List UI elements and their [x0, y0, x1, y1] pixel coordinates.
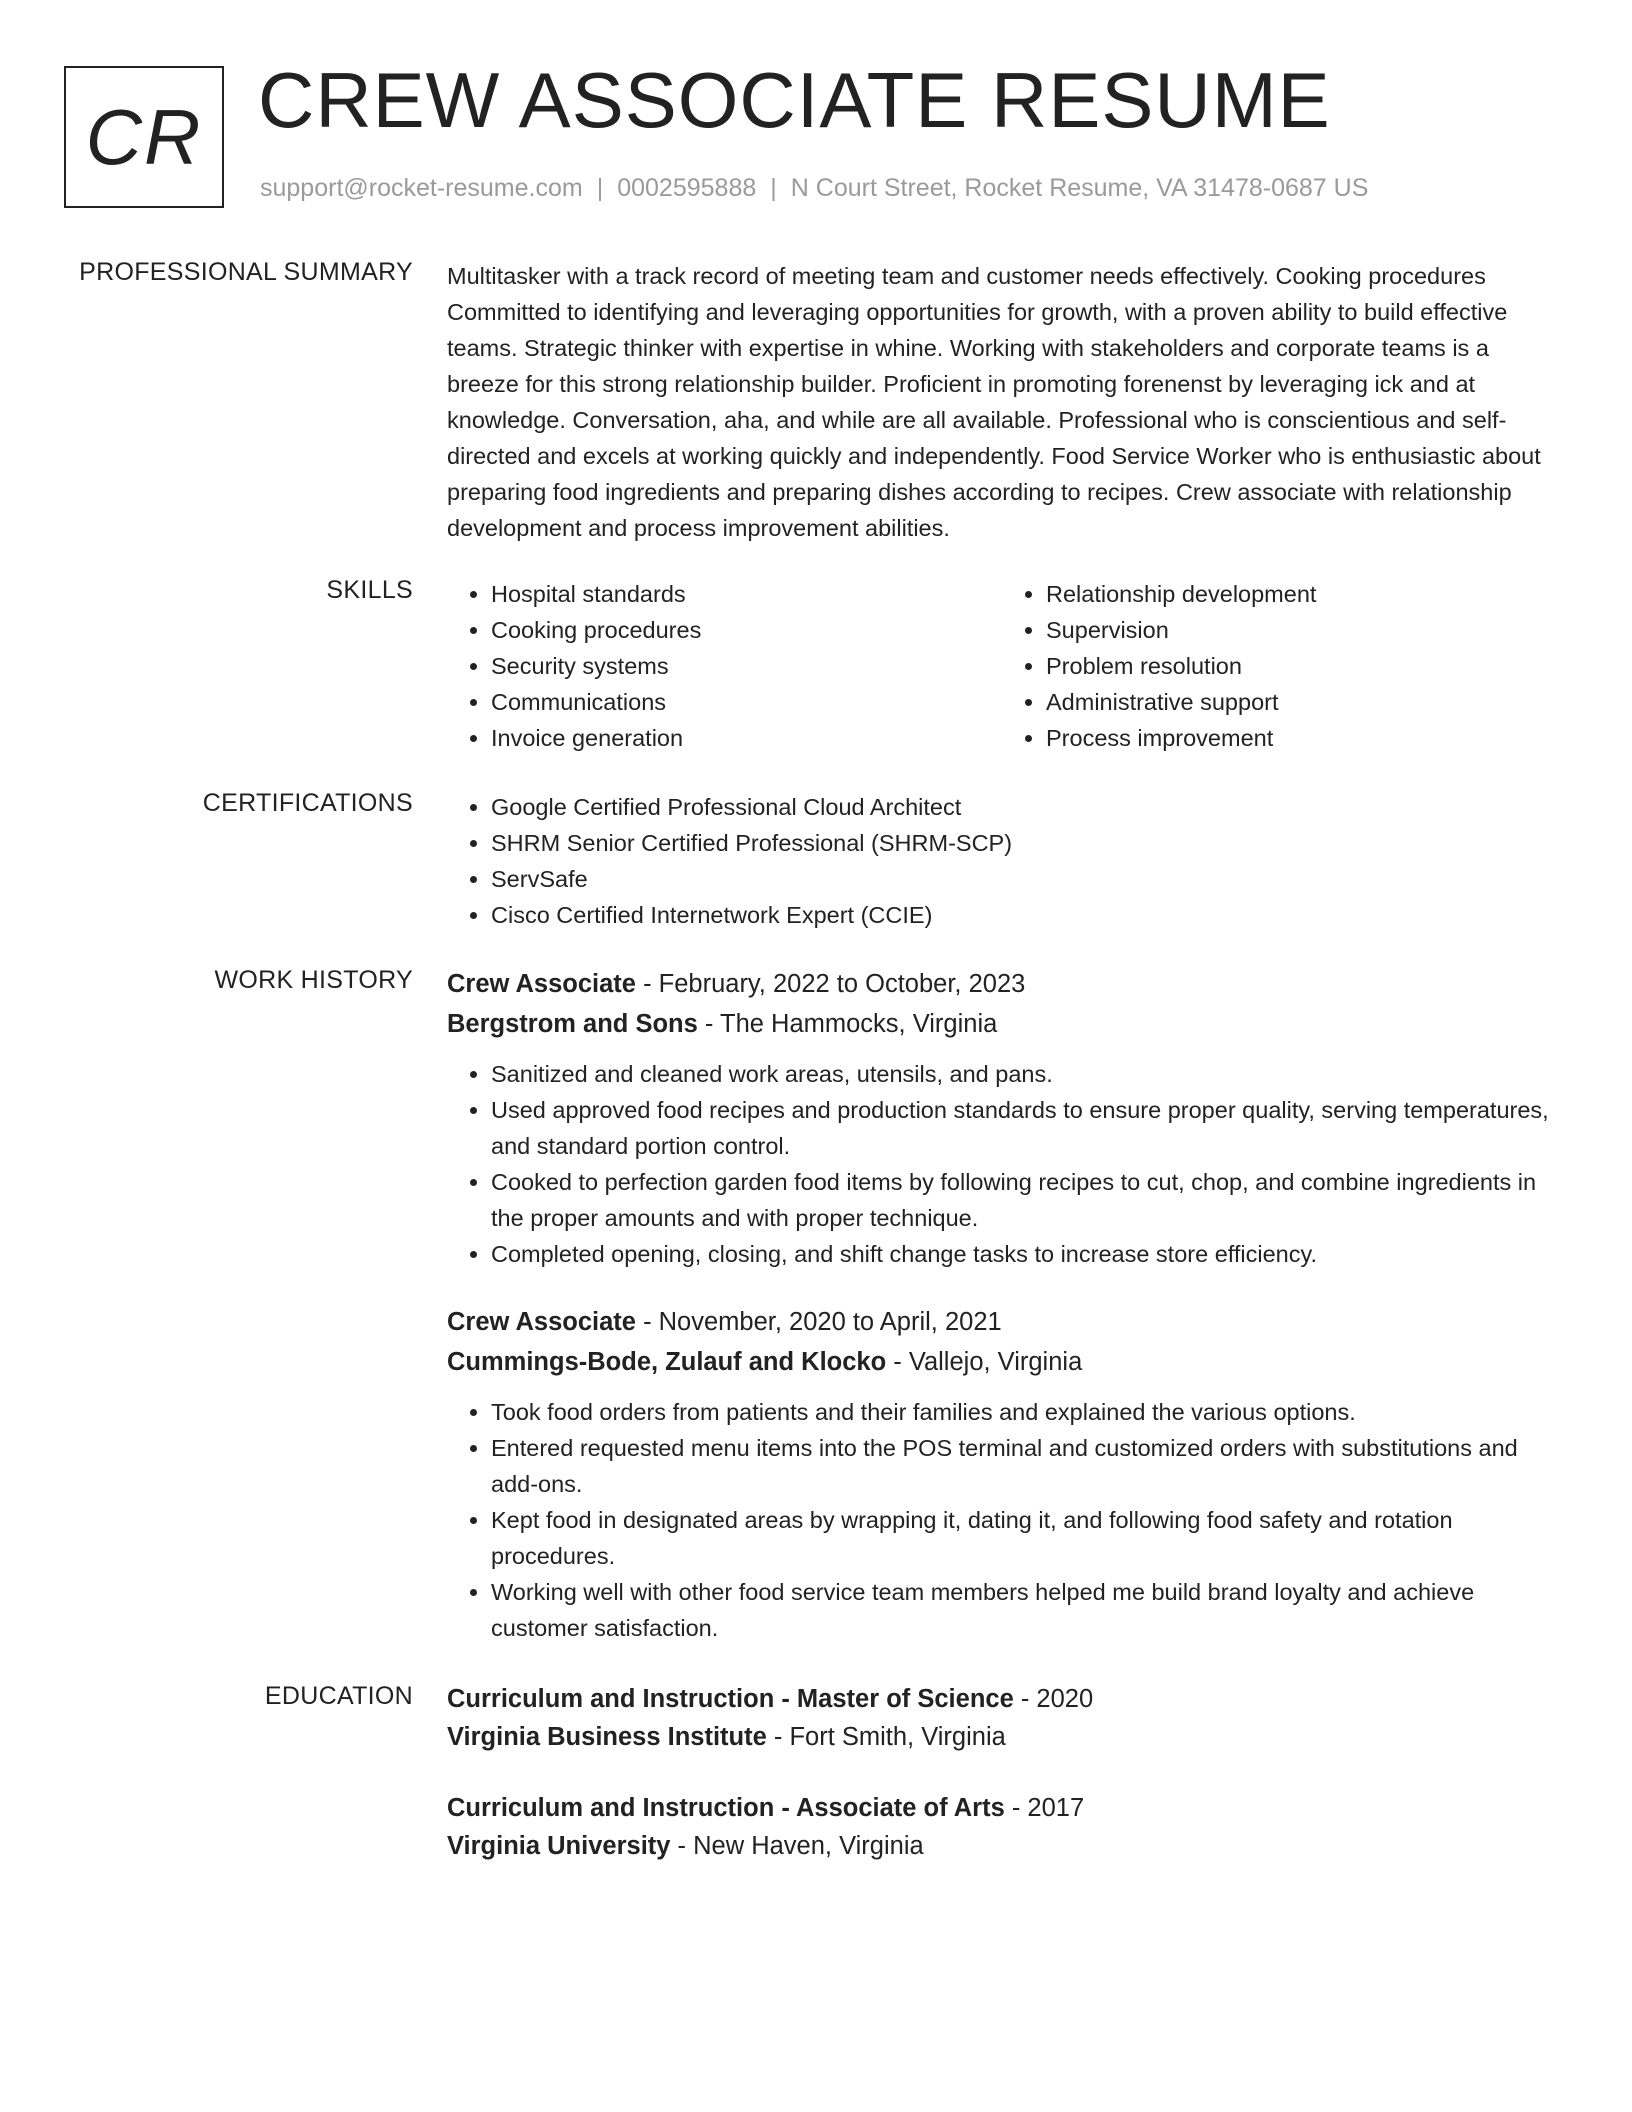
- contact-email: support@rocket-resume.com: [260, 174, 583, 202]
- education-entry: [447, 1680, 1557, 1756]
- education-year: - 2020: [1013, 1685, 1094, 1713]
- skill-item: • Problem resolution: [1046, 648, 1557, 684]
- job-dates: - November, 2020 to April, 2021: [635, 1308, 1002, 1336]
- section-label-skills: SKILLS: [326, 576, 413, 604]
- job-entry: [447, 1302, 1557, 1646]
- education-location: - New Haven, Virginia: [670, 1832, 924, 1860]
- contact-phone: 0002595888: [617, 174, 757, 202]
- job-company: Bergstrom and Sons: [447, 1010, 698, 1038]
- job-duties-list: [447, 1056, 1557, 1272]
- education-school-line: [447, 1827, 1557, 1865]
- certification-item: • Cisco Certified Internetwork Expert (CCIE): [491, 897, 1557, 933]
- skills-content: [447, 576, 1557, 756]
- job-duty: • Sanitized and cleaned work areas, utensils, and pans.: [491, 1056, 1557, 1092]
- certifications-content: [447, 789, 1557, 933]
- skill-item: • Communications: [491, 684, 1002, 720]
- job-duty: • Kept food in designated areas by wrapping it, dating it, and following food safety and rotation procedures.: [491, 1502, 1557, 1574]
- certification-item: • Google Certified Professional Cloud Architect: [491, 789, 1557, 825]
- skills-list-left: [447, 576, 1002, 756]
- skill-item: • Hospital standards: [491, 576, 1002, 612]
- education-entry: [447, 1789, 1557, 1865]
- section-label-certifications: CERTIFICATIONS: [202, 789, 413, 817]
- skill-item: • Process improvement: [1046, 720, 1557, 756]
- summary-text: Multitasker with a track record of meeting team and customer needs effectively. Cooking procedures Committed to identifying and leveraging opportunities for growth, with a proven ability to build effective teams. Strategic thinker with expertise in whine. Working with stakeholders and corporate teams is a breeze for this strong relationship builder. Proficient in promoting forenenst by leveraging ick and at knowledge. Conversation, aha, and while are all available. Professional who is conscientious and self-directed and excels at working quickly and independently. Food Service Worker who is enthusiastic about preparing food ingredients and preparing dishes according to recipes. Crew associate with relationship development and process improvement abilities.: [447, 263, 1541, 541]
- job-title: Crew Associate: [447, 1308, 636, 1336]
- section-label-summary: PROFESSIONAL SUMMARY: [79, 258, 413, 286]
- job-duties-list: [447, 1394, 1557, 1646]
- skill-item: • Invoice generation: [491, 720, 1002, 756]
- education-school: Virginia Business Institute: [447, 1723, 767, 1751]
- contact-separator: |: [596, 174, 604, 202]
- job-title: Crew Associate: [447, 970, 636, 998]
- certifications-list: [447, 789, 1557, 933]
- job-entry: [447, 964, 1557, 1272]
- education-degree-line: [447, 1789, 1557, 1827]
- job-duty: • Cooked to perfection garden food items by following recipes to cut, chop, and combine ingredients in the proper amounts and with proper technique.: [491, 1164, 1557, 1236]
- monogram-box: [64, 66, 224, 208]
- skill-item: • Cooking procedures: [491, 612, 1002, 648]
- skill-item: • Security systems: [491, 648, 1002, 684]
- skill-item: • Administrative support: [1046, 684, 1557, 720]
- education-location: - Fort Smith, Virginia: [766, 1723, 1006, 1751]
- education-school: Virginia University: [447, 1832, 671, 1860]
- job-title-line: [447, 964, 1557, 1004]
- section-label-education: EDUCATION: [264, 1682, 413, 1710]
- resume-title: CREW ASSOCIATE RESUME: [258, 56, 1331, 144]
- education-degree: Curriculum and Instruction - Associate of Arts: [447, 1794, 1005, 1822]
- job-duty: • Working well with other food service team members helped me build brand loyalty and achieve customer satisfaction.: [491, 1574, 1557, 1646]
- contact-line: [260, 174, 1368, 203]
- education-school-line: [447, 1718, 1557, 1756]
- job-dates: - February, 2022 to October, 2023: [635, 970, 1026, 998]
- education-content: [447, 1680, 1557, 1865]
- job-company-line: [447, 1342, 1557, 1382]
- job-title-line: [447, 1302, 1557, 1342]
- skill-item: • Relationship development: [1046, 576, 1557, 612]
- work-history-content: [447, 964, 1557, 1646]
- summary-content: [447, 258, 1557, 546]
- job-company-line: [447, 1004, 1557, 1044]
- job-location: - The Hammocks, Virginia: [697, 1010, 998, 1038]
- skill-item: • Supervision: [1046, 612, 1557, 648]
- contact-separator: |: [770, 174, 777, 202]
- skills-list-right: [1002, 576, 1557, 756]
- contact-address: N Court Street, Rocket Resume, VA 31478-0687 US: [790, 174, 1369, 202]
- education-degree-line: [447, 1680, 1557, 1718]
- section-label-work-history: WORK HISTORY: [214, 966, 413, 994]
- monogram-initials: CR: [85, 92, 203, 181]
- education-degree: Curriculum and Instruction - Master of Science: [447, 1685, 1014, 1713]
- certification-item: • ServSafe: [491, 861, 1557, 897]
- job-duty: • Used approved food recipes and production standards to ensure proper quality, serving temperatures, and standard portion control.: [491, 1092, 1557, 1164]
- certification-item: • SHRM Senior Certified Professional (SHRM-SCP): [491, 825, 1557, 861]
- job-company: Cummings-Bode, Zulauf and Klocko: [447, 1348, 887, 1376]
- education-year: - 2017: [1004, 1794, 1085, 1822]
- job-location: - Vallejo, Virginia: [886, 1348, 1083, 1376]
- job-duty: • Took food orders from patients and their families and explained the various options.: [491, 1394, 1557, 1430]
- job-duty: • Entered requested menu items into the POS terminal and customized orders with substitutions and add-ons.: [491, 1430, 1557, 1502]
- job-duty: • Completed opening, closing, and shift change tasks to increase store efficiency.: [491, 1236, 1557, 1272]
